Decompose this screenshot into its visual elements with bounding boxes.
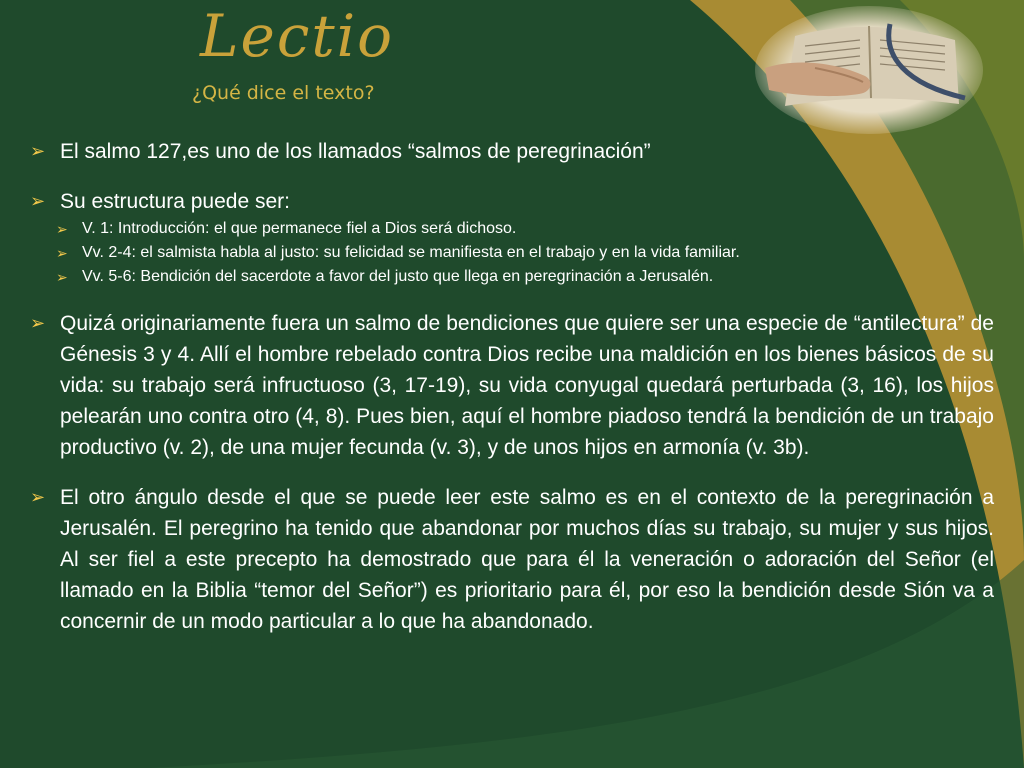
bullet-4-text: El otro ángulo desde el que se puede leer este salmo es en el contexto de la peregrinación a Jerusalén. El peregrino ha tenido que abandonar por muchos días su trabajo, su mujer y sus hijos. Al ser fiel a este precepto ha demostrado que para él la veneración o adoración del Señor (el llamado en la Biblia “temor del Señor”) es prioritario para él, por eso la bendición desde Sión va a concernir de un modo particular a lo que ha abandonado. xyxy=(60,486,994,633)
subbullet-1-text: V. 1: Introducción: el que permanece fiel a Dios será dichoso. xyxy=(82,220,517,237)
bullet-2-text: Su estructura puede ser: xyxy=(60,190,290,213)
bullet-4 xyxy=(22,482,994,637)
bullet-2 xyxy=(22,186,994,217)
subbullet-2-text: Vv. 2-4: el salmista habla al justo: su felicidad se manifiesta en el trabajo y en la vida familiar. xyxy=(82,244,740,261)
bullet-1 xyxy=(22,136,994,167)
slide-subtitle: ¿Qué dice el texto? xyxy=(192,82,375,104)
slide-title: Lectio xyxy=(200,2,395,70)
subbullet-3 xyxy=(56,265,994,289)
bullet-1-text: El salmo 127,es uno de los llamados “salmos de peregrinación” xyxy=(60,140,651,163)
arrow-bullet-icon: ➢ xyxy=(30,141,46,161)
arrow-bullet-icon: ➢ xyxy=(56,221,68,237)
bullet-3 xyxy=(22,308,994,463)
arrow-bullet-icon: ➢ xyxy=(30,487,46,507)
bible-photo xyxy=(755,6,983,134)
subbullet-2 xyxy=(56,241,994,265)
arrow-bullet-icon: ➢ xyxy=(56,245,68,261)
subbullet-3-text: Vv. 5-6: Bendición del sacerdote a favor del justo que llega en peregrinación a Jerusalén. xyxy=(82,268,714,285)
arrow-bullet-icon: ➢ xyxy=(30,191,46,211)
arrow-bullet-icon: ➢ xyxy=(30,313,46,333)
subbullet-1 xyxy=(56,217,994,241)
bullet-3-text: Quizá originariamente fuera un salmo de bendiciones que quiere ser una especie de “antilectura” de Génesis 3 y 4. Allí el hombre rebelado contra Dios recibe una maldición en los bienes básicos de su vida: su trabajo será infructuoso (3, 17-19), su vida conyugal quedará perturbada (3, 16), los hijos pelearán uno contra otro (4, 8). Pues bien, aquí el hombre piadoso tendrá la bendición de un trabajo productivo (v. 2), de una mujer fecunda (v. 3), y de unos hijos en armonía (v. 3b). xyxy=(60,312,994,459)
slide-content xyxy=(22,136,994,637)
arrow-bullet-icon: ➢ xyxy=(56,269,68,285)
